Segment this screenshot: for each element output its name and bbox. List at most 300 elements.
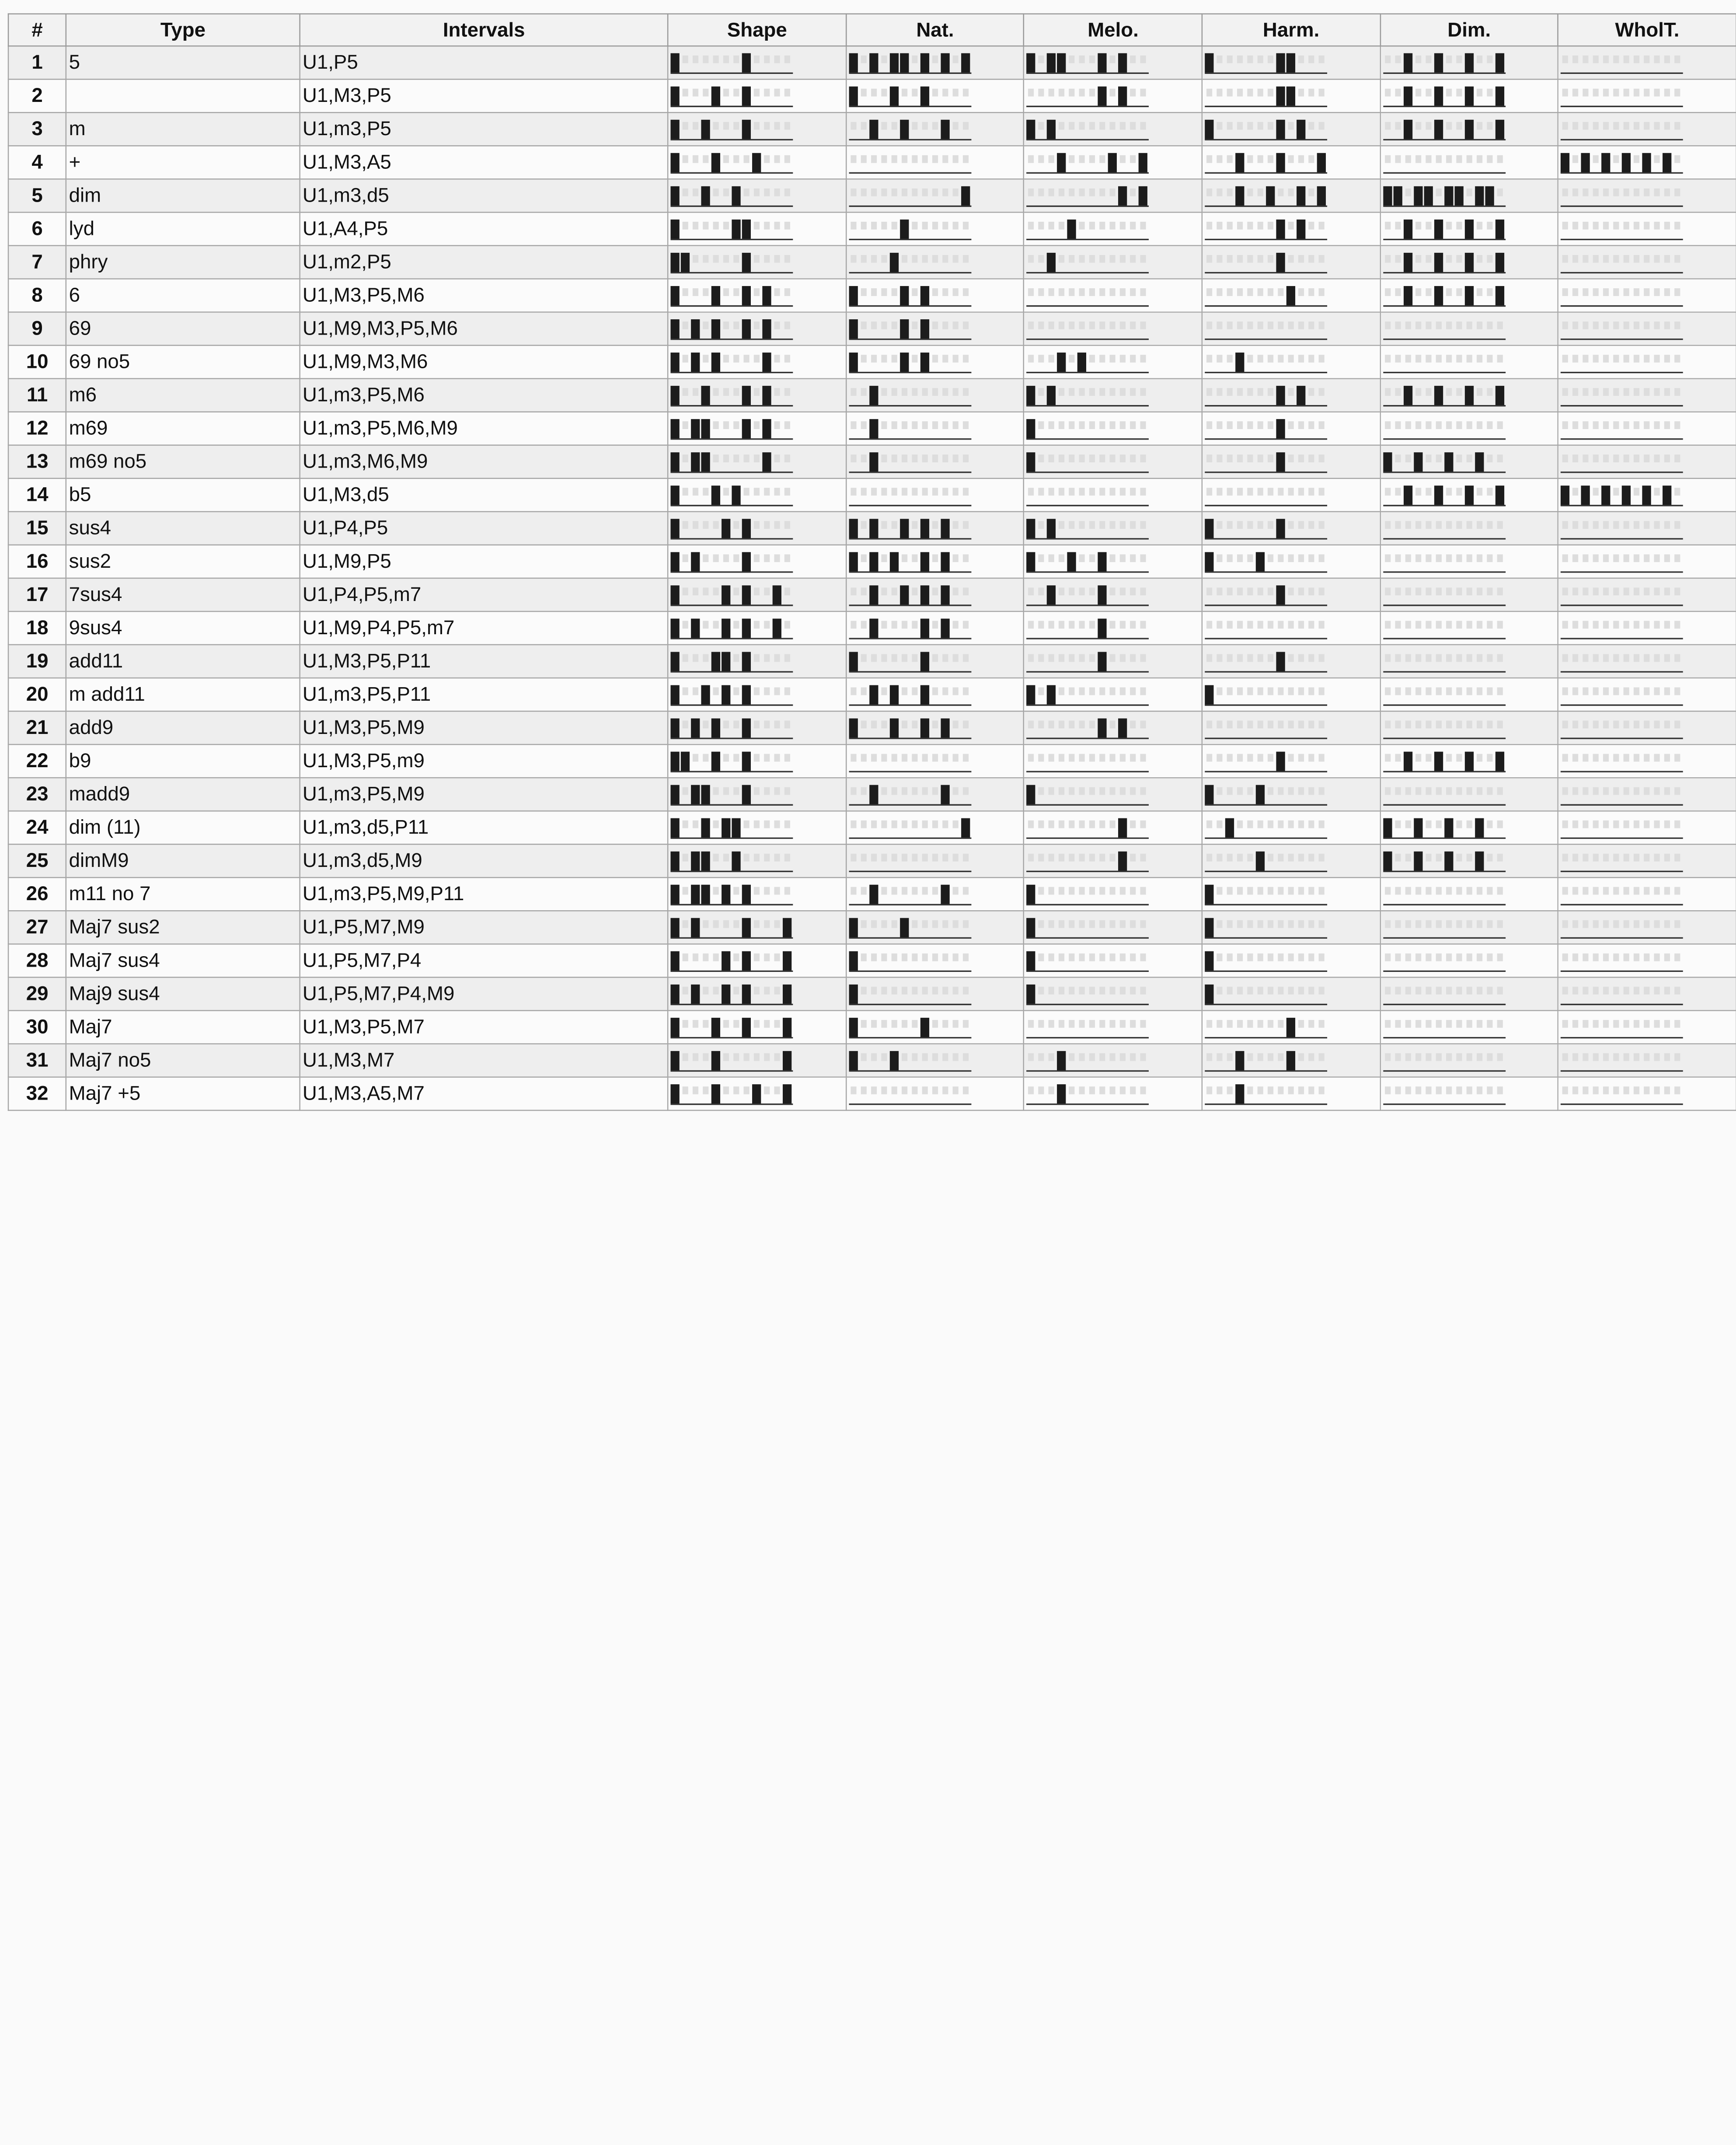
pattern-slot-empty	[764, 255, 770, 263]
pattern-slot-empty	[1384, 621, 1390, 629]
table-row[interactable]	[8, 778, 1736, 811]
pattern-slot-empty	[1319, 621, 1325, 629]
pattern-slot-empty	[932, 288, 938, 296]
pattern-slot-empty	[1120, 587, 1126, 595]
pattern-slot-empty	[1426, 155, 1431, 163]
pattern-slot-empty	[693, 255, 699, 263]
pattern-cell-shape	[668, 379, 846, 412]
pattern-slot-filled	[1602, 486, 1611, 506]
pattern-slot-empty	[1090, 89, 1095, 97]
pattern-slot-empty	[1028, 222, 1034, 230]
pattern-slot-empty	[693, 1086, 699, 1094]
table-row[interactable]	[8, 611, 1736, 645]
pattern-slot-empty	[1120, 288, 1126, 296]
pattern-slot-empty	[902, 987, 907, 995]
pattern-slot-filled	[849, 951, 858, 971]
pattern-slot-empty	[912, 454, 917, 462]
pattern-slot-empty	[703, 288, 709, 296]
table-row[interactable]	[8, 844, 1736, 877]
pattern-slot-empty	[1634, 521, 1640, 529]
pattern-slot-empty	[683, 1020, 688, 1028]
pattern-slot-empty	[1059, 854, 1065, 862]
pattern-slot-empty	[881, 621, 887, 629]
pattern-slot-empty	[1604, 887, 1609, 895]
pattern-slot-empty	[724, 920, 729, 928]
table-row[interactable]	[8, 811, 1736, 844]
table-row[interactable]	[8, 179, 1736, 212]
table-row[interactable]	[8, 46, 1736, 79]
pattern-slot-filled	[869, 685, 878, 705]
pattern-slot-empty	[1415, 222, 1421, 230]
table-row[interactable]	[8, 346, 1736, 379]
pattern-slot-empty	[1090, 255, 1095, 263]
pattern-slot-empty	[1675, 421, 1680, 429]
pattern-slot-empty	[1384, 1020, 1390, 1028]
pattern-slot-empty	[1237, 89, 1243, 97]
row-number: 16	[8, 545, 66, 578]
pattern-slot-filled	[742, 885, 751, 905]
pattern-slot-filled	[763, 286, 771, 306]
pattern-slot-empty	[1049, 155, 1055, 163]
pattern-slot-empty	[1206, 821, 1212, 828]
pattern-slot-empty	[693, 1053, 699, 1061]
pattern-cell-shape	[668, 212, 846, 245]
pattern-slot-empty	[1268, 754, 1273, 762]
pattern-slot-filled	[1495, 486, 1504, 506]
pattern-slot-filled	[1286, 87, 1295, 107]
pattern-slot-empty	[912, 255, 917, 263]
table-row[interactable]	[8, 645, 1736, 678]
pattern-graphic-dim	[1380, 712, 1558, 744]
pattern-slot-empty	[1562, 122, 1568, 130]
pattern-cell-dim	[1380, 1077, 1558, 1110]
pattern-graphic-nat	[847, 811, 1024, 844]
pattern-slot-empty	[764, 56, 770, 63]
pattern-graphic-shape	[669, 712, 846, 744]
pattern-slot-empty	[1237, 954, 1243, 961]
pattern-graphic-nat	[847, 113, 1024, 146]
pattern-slot-empty	[1415, 887, 1421, 895]
pattern-slot-empty	[942, 1086, 948, 1094]
pattern-slot-empty	[1426, 587, 1431, 595]
pattern-slot-empty	[851, 255, 856, 263]
pattern-slot-empty	[1288, 688, 1294, 695]
pattern-slot-empty	[1247, 454, 1253, 462]
pattern-slot-empty	[1227, 421, 1233, 429]
table-row[interactable]	[8, 379, 1736, 412]
pattern-slot-empty	[1141, 255, 1147, 263]
pattern-slot-empty	[1456, 854, 1462, 862]
pattern-slot-empty	[724, 454, 729, 462]
pattern-slot-empty	[963, 688, 969, 695]
header-num[interactable]: #	[8, 14, 66, 46]
pattern-slot-empty	[1573, 1086, 1579, 1094]
pattern-slot-empty	[1120, 987, 1126, 995]
pattern-slot-empty	[1247, 521, 1253, 529]
pattern-slot-empty	[1466, 954, 1472, 961]
pattern-slot-empty	[1141, 954, 1147, 961]
pattern-slot-empty	[1604, 89, 1609, 97]
pattern-slot-empty	[1593, 321, 1599, 329]
pattern-slot-empty	[1405, 1020, 1411, 1028]
pattern-slot-empty	[1614, 920, 1619, 928]
pattern-slot-empty	[1247, 355, 1253, 363]
pattern-slot-empty	[1497, 887, 1502, 895]
pattern-slot-empty	[1110, 754, 1116, 762]
pattern-slot-filled	[890, 685, 899, 705]
pattern-slot-empty	[851, 821, 856, 828]
table-row[interactable]	[8, 412, 1736, 445]
pattern-slot-empty	[1090, 1053, 1095, 1061]
pattern-slot-empty	[1624, 355, 1629, 363]
pattern-cell-harm	[1202, 744, 1380, 778]
pattern-slot-empty	[1487, 554, 1492, 562]
pattern-graphic-melo	[1025, 279, 1202, 312]
pattern-slot-empty	[1614, 554, 1619, 562]
pattern-slot-empty	[784, 754, 790, 762]
pattern-cell-harm	[1202, 445, 1380, 479]
pattern-slot-empty	[942, 421, 948, 429]
pattern-slot-empty	[1395, 920, 1401, 928]
pattern-slot-empty	[1604, 621, 1609, 629]
pattern-slot-empty	[1237, 587, 1243, 595]
table-row[interactable]	[8, 1044, 1736, 1077]
pattern-slot-empty	[1624, 787, 1629, 795]
pattern-slot-empty	[1298, 155, 1304, 163]
header-shape[interactable]: Shape	[668, 14, 846, 46]
pattern-slot-empty	[703, 321, 709, 329]
pattern-slot-empty	[902, 1086, 907, 1094]
pattern-cell-shape	[668, 512, 846, 545]
pattern-slot-empty	[881, 987, 887, 995]
pattern-slot-empty	[1604, 688, 1609, 695]
pattern-slot-empty	[1217, 887, 1223, 895]
pattern-slot-empty	[1217, 521, 1223, 529]
pattern-slot-empty	[1395, 56, 1401, 63]
pattern-slot-empty	[1090, 56, 1095, 63]
pattern-graphic-nat	[847, 346, 1024, 378]
pattern-graphic-harm	[1203, 113, 1380, 146]
pattern-slot-empty	[952, 56, 958, 63]
pattern-slot-empty	[912, 189, 917, 196]
pattern-slot-empty	[1100, 488, 1105, 496]
pattern-slot-empty	[1497, 1053, 1502, 1061]
pattern-slot-empty	[774, 754, 780, 762]
table-row[interactable]	[8, 146, 1736, 179]
pattern-slot-empty	[1110, 321, 1116, 329]
pattern-slot-empty	[902, 954, 907, 961]
pattern-slot-empty	[1624, 89, 1629, 97]
table-row[interactable]	[8, 479, 1736, 512]
pattern-slot-empty	[1069, 821, 1075, 828]
pattern-slot-empty	[1675, 355, 1680, 363]
pattern-slot-empty	[1476, 421, 1482, 429]
pattern-slot-empty	[1141, 654, 1147, 662]
pattern-slot-empty	[1100, 122, 1105, 130]
pattern-slot-filled	[763, 419, 771, 439]
pattern-slot-empty	[902, 554, 907, 562]
pattern-graphic-wholt	[1559, 1011, 1736, 1044]
pattern-slot-empty	[784, 854, 790, 862]
pattern-slot-empty	[1110, 454, 1116, 462]
pattern-slot-empty	[1654, 488, 1660, 496]
pattern-cell-wholt	[1558, 245, 1736, 279]
table-row[interactable]	[8, 911, 1736, 944]
pattern-slot-empty	[1268, 887, 1273, 895]
pattern-slot-filled	[900, 519, 909, 539]
pattern-slot-empty	[754, 222, 760, 230]
pattern-graphic-harm	[1203, 147, 1380, 179]
pattern-slot-empty	[1562, 688, 1568, 695]
pattern-graphic-shape	[669, 479, 846, 511]
pattern-slot-empty	[1466, 688, 1472, 695]
pattern-slot-empty	[1090, 787, 1095, 795]
pattern-cell-shape	[668, 545, 846, 578]
pattern-slot-empty	[1059, 122, 1065, 130]
pattern-slot-empty	[1446, 554, 1451, 562]
pattern-slot-empty	[1258, 521, 1263, 529]
pattern-slot-empty	[1562, 288, 1568, 296]
pattern-cell-shape	[668, 245, 846, 279]
pattern-slot-empty	[724, 222, 729, 230]
pattern-graphic-wholt	[1559, 1045, 1736, 1077]
pattern-slot-empty	[1573, 222, 1579, 230]
pattern-slot-filled	[1434, 752, 1443, 772]
pattern-slot-empty	[1405, 721, 1411, 729]
pattern-cell-wholt	[1558, 212, 1736, 245]
pattern-slot-empty	[1384, 155, 1390, 163]
header-type[interactable]: Type	[66, 14, 300, 46]
pattern-slot-empty	[912, 887, 917, 895]
pattern-slot-filled	[900, 353, 909, 373]
pattern-slot-empty	[1665, 854, 1670, 862]
pattern-cell-nat	[846, 645, 1024, 678]
pattern-slot-empty	[1110, 954, 1116, 961]
pattern-slot-filled	[890, 718, 899, 738]
table-row[interactable]	[8, 512, 1736, 545]
chord-type: m69	[66, 412, 300, 445]
pattern-slot-empty	[1634, 355, 1640, 363]
table-row[interactable]	[8, 678, 1736, 711]
pattern-slot-empty	[1624, 189, 1629, 196]
pattern-slot-empty	[1415, 355, 1421, 363]
pattern-slot-empty	[1319, 288, 1325, 296]
pattern-slot-empty	[1644, 821, 1650, 828]
pattern-slot-empty	[1644, 554, 1650, 562]
pattern-slot-filled	[1581, 486, 1590, 506]
pattern-slot-filled	[1464, 87, 1473, 107]
pattern-slot-empty	[1110, 189, 1116, 196]
pattern-graphic-wholt	[1559, 612, 1736, 644]
row-number: 29	[8, 977, 66, 1010]
pattern-slot-filled	[900, 53, 909, 73]
pattern-slot-empty	[1436, 321, 1441, 329]
pattern-slot-empty	[1141, 587, 1147, 595]
pattern-slot-empty	[683, 355, 688, 363]
pattern-slot-empty	[1298, 887, 1304, 895]
table-row[interactable]	[8, 1077, 1736, 1110]
pattern-slot-empty	[1049, 89, 1055, 97]
table-row[interactable]	[8, 578, 1736, 611]
header-nat[interactable]: Nat.	[846, 14, 1024, 46]
pattern-slot-empty	[1395, 887, 1401, 895]
pattern-slot-empty	[1675, 920, 1680, 928]
header-wholt[interactable]: WholT.	[1558, 14, 1736, 46]
pattern-slot-empty	[1426, 1053, 1431, 1061]
table-row[interactable]	[8, 279, 1736, 312]
pattern-slot-empty	[1039, 521, 1044, 529]
header-harm[interactable]: Harm.	[1202, 14, 1380, 46]
pattern-graphic-harm	[1203, 1011, 1380, 1044]
pattern-slot-empty	[1039, 554, 1044, 562]
pattern-slot-empty	[902, 754, 907, 762]
pattern-slot-empty	[1090, 721, 1095, 729]
pattern-slot-empty	[1258, 255, 1263, 263]
pattern-slot-empty	[1227, 222, 1233, 230]
pattern-slot-empty	[922, 488, 927, 496]
pattern-slot-empty	[713, 454, 719, 462]
pattern-cell-harm	[1202, 312, 1380, 346]
header-intervals[interactable]: Intervals	[300, 14, 668, 46]
pattern-slot-empty	[734, 122, 739, 130]
pattern-slot-empty	[881, 1020, 887, 1028]
pattern-slot-empty	[942, 454, 948, 462]
table-row[interactable]	[8, 312, 1736, 346]
pattern-slot-empty	[1278, 1020, 1283, 1028]
pattern-slot-filled	[691, 718, 700, 738]
pattern-slot-empty	[1258, 821, 1263, 828]
pattern-slot-filled	[869, 419, 878, 439]
table-row[interactable]	[8, 711, 1736, 744]
pattern-slot-empty	[1141, 1053, 1147, 1061]
pattern-slot-empty	[932, 1020, 938, 1028]
pattern-slot-empty	[1130, 987, 1136, 995]
pattern-slot-empty	[942, 987, 948, 995]
pattern-slot-empty	[1476, 721, 1482, 729]
pattern-slot-empty	[1059, 454, 1065, 462]
pattern-slot-empty	[922, 122, 927, 130]
pattern-cell-harm	[1202, 944, 1380, 977]
pattern-slot-empty	[1059, 754, 1065, 762]
pattern-slot-empty	[1227, 920, 1233, 928]
pattern-slot-empty	[1069, 255, 1075, 263]
pattern-slot-empty	[932, 987, 938, 995]
pattern-slot-empty	[881, 521, 887, 529]
pattern-slot-empty	[1069, 155, 1075, 163]
pattern-slot-empty	[1415, 1053, 1421, 1061]
table-row[interactable]	[8, 545, 1736, 578]
table-row[interactable]	[8, 112, 1736, 146]
pattern-slot-empty	[902, 189, 907, 196]
table-row[interactable]	[8, 445, 1736, 479]
pattern-slot-empty	[1593, 887, 1599, 895]
pattern-cell-shape	[668, 944, 846, 977]
pattern-cell-harm	[1202, 412, 1380, 445]
pattern-slot-filled	[1068, 220, 1077, 240]
table-row[interactable]	[8, 877, 1736, 911]
pattern-slot-empty	[1059, 189, 1065, 196]
pattern-slot-empty	[932, 587, 938, 595]
pattern-slot-empty	[1384, 421, 1390, 429]
table-row[interactable]	[8, 212, 1736, 245]
pattern-slot-empty	[1614, 1086, 1619, 1094]
pattern-slot-empty	[1227, 854, 1233, 862]
pattern-slot-empty	[1456, 222, 1462, 230]
table-row[interactable]	[8, 1010, 1736, 1044]
pattern-slot-empty	[942, 1053, 948, 1061]
pattern-slot-empty	[942, 654, 948, 662]
pattern-slot-filled	[1205, 120, 1213, 140]
pattern-slot-empty	[1614, 754, 1619, 762]
header-melo[interactable]: Melo.	[1024, 14, 1202, 46]
pattern-graphic-harm	[1203, 745, 1380, 777]
table-row[interactable]	[8, 977, 1736, 1010]
table-row[interactable]	[8, 944, 1736, 977]
pattern-slot-empty	[942, 321, 948, 329]
pattern-slot-empty	[774, 654, 780, 662]
pattern-slot-empty	[942, 954, 948, 961]
pattern-slot-empty	[1654, 688, 1660, 695]
pattern-slot-empty	[1583, 288, 1589, 296]
table-row[interactable]	[8, 79, 1736, 112]
pattern-slot-empty	[881, 754, 887, 762]
pattern-slot-filled	[920, 585, 929, 605]
pattern-graphic-nat	[847, 545, 1024, 578]
pattern-slot-filled	[1235, 1051, 1244, 1071]
table-row[interactable]	[8, 245, 1736, 279]
pattern-slot-empty	[1614, 787, 1619, 795]
pattern-slot-empty	[1583, 688, 1589, 695]
pattern-slot-empty	[1059, 288, 1065, 296]
pattern-slot-empty	[774, 122, 780, 130]
pattern-graphic-shape	[669, 279, 846, 312]
pattern-slot-empty	[861, 189, 866, 196]
pattern-slot-filled	[1027, 552, 1035, 572]
pattern-slot-empty	[1604, 954, 1609, 961]
pattern-slot-empty	[774, 920, 780, 928]
pattern-slot-empty	[1308, 587, 1314, 595]
pattern-slot-empty	[1675, 488, 1680, 496]
pattern-slot-empty	[1614, 189, 1619, 196]
pattern-slot-empty	[1415, 321, 1421, 329]
pattern-slot-empty	[1654, 954, 1660, 961]
pattern-slot-empty	[942, 89, 948, 97]
pattern-slot-empty	[1583, 222, 1589, 230]
pattern-slot-filled	[671, 120, 680, 140]
chord-type: m6	[66, 379, 300, 412]
pattern-slot-empty	[683, 488, 688, 496]
header-dim[interactable]: Dim.	[1380, 14, 1558, 46]
pattern-slot-empty	[754, 954, 760, 961]
pattern-slot-empty	[1384, 554, 1390, 562]
pattern-cell-melo	[1024, 678, 1202, 711]
pattern-slot-empty	[1562, 189, 1568, 196]
pattern-slot-empty	[891, 954, 897, 961]
pattern-slot-empty	[1227, 1053, 1233, 1061]
pattern-slot-empty	[1436, 454, 1441, 462]
table-row[interactable]	[8, 744, 1736, 778]
row-number: 24	[8, 811, 66, 844]
pattern-cell-wholt	[1558, 279, 1736, 312]
chord-intervals: U1,P5	[300, 46, 668, 79]
pattern-slot-empty	[713, 821, 719, 828]
pattern-slot-empty	[713, 189, 719, 196]
pattern-slot-empty	[1237, 654, 1243, 662]
chord-intervals: U1,m3,P5,M9	[300, 778, 668, 811]
pattern-slot-empty	[861, 454, 866, 462]
pattern-slot-empty	[1466, 155, 1472, 163]
pattern-slot-filled	[1464, 120, 1473, 140]
